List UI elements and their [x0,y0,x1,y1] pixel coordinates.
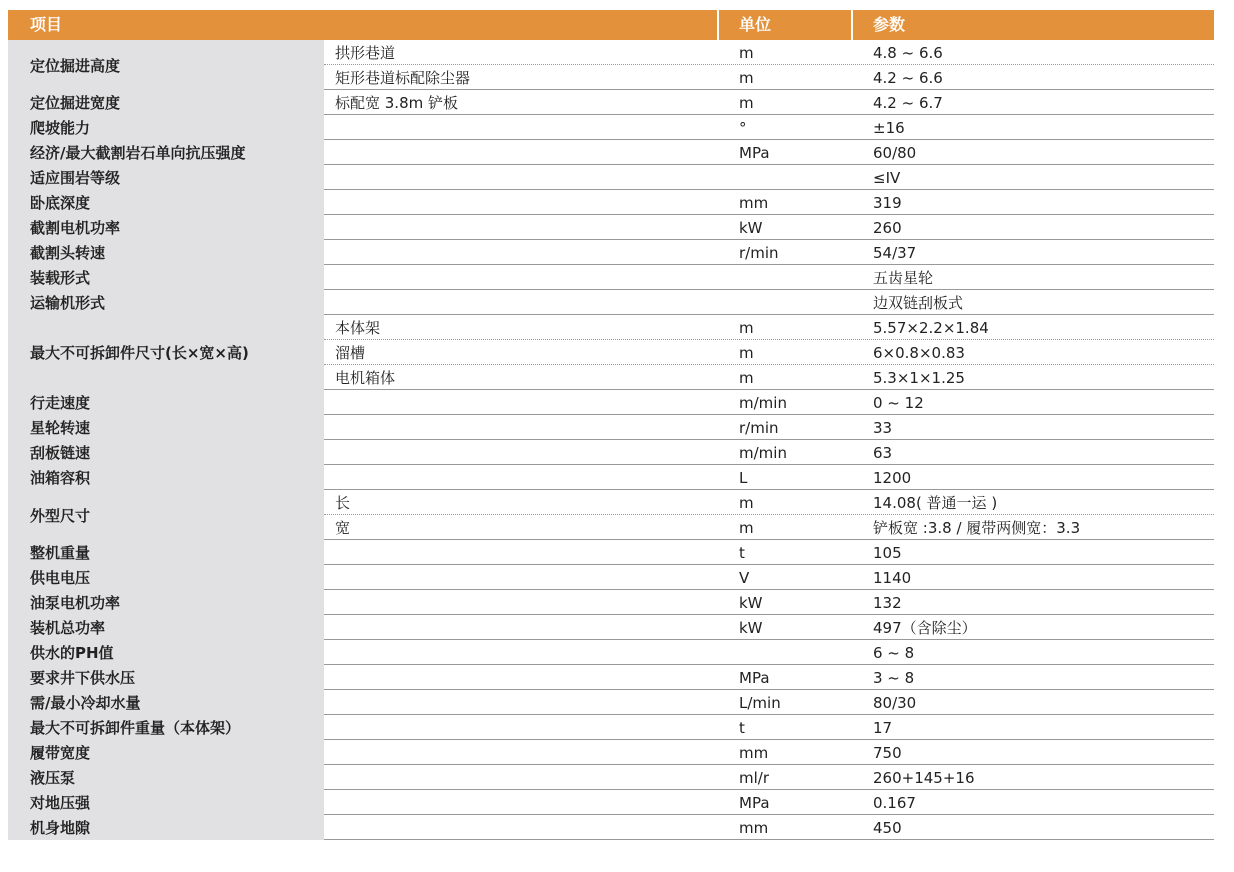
header-divider [851,10,853,40]
param-line [324,315,1214,340]
param-name: 运输机形式 [8,290,324,315]
param-line [324,115,1214,140]
param-name: 装机总功率 [8,615,324,640]
table-row [8,390,1214,415]
value-cell: 450 [873,819,902,837]
table-row [8,215,1214,240]
param-line [324,265,1214,290]
param-line [324,665,1214,690]
param-lines [324,90,1214,115]
unit-cell: MPa [739,794,770,812]
param-name: 要求井下供水压 [8,665,324,690]
header-unit: 单位 [739,15,772,34]
param-line [324,690,1214,715]
param-line [324,615,1214,640]
param-lines [324,215,1214,240]
param-name: 油泵电机功率 [8,590,324,615]
unit-cell: mm [739,744,769,762]
value-cell: 33 [873,419,893,437]
value-cell: 260 [873,219,902,237]
value-cell: 6 ~ 8 [873,644,915,662]
unit-cell: V [739,569,750,587]
param-name: 定位掘进宽度 [8,90,324,115]
param-lines [324,790,1214,815]
param-line [324,640,1214,665]
param-lines [324,240,1214,265]
value-cell: 260+145+16 [873,769,975,787]
table-body [8,40,1214,840]
table-row [8,265,1214,290]
unit-cell: m [739,369,754,387]
param-lines [324,665,1214,690]
param-line [324,240,1214,265]
unit-cell: L/min [739,694,781,712]
param-name: 液压泵 [8,765,324,790]
value-cell: 0.167 [873,794,916,812]
spec-table [8,10,1214,840]
param-line [324,165,1214,190]
param-line [324,190,1214,215]
param-name: 油箱容积 [8,465,324,490]
table-row [8,565,1214,590]
param-name: 供水的PH值 [8,640,324,665]
sub-item: 本体架 [335,319,381,337]
param-lines [324,565,1214,590]
unit-cell: m [739,69,754,87]
table-row [8,90,1214,115]
param-lines [324,415,1214,440]
param-name: 装载形式 [8,265,324,290]
param-lines [324,740,1214,765]
sub-item: 电机箱体 [335,369,396,387]
table-row [8,240,1214,265]
table-row [8,440,1214,465]
param-line [324,440,1214,465]
param-lines [324,40,1214,90]
value-cell: 497（含除尘） [873,619,977,637]
param-lines [324,640,1214,665]
param-lines [324,390,1214,415]
param-name: 截割头转速 [8,240,324,265]
table-row [8,690,1214,715]
table-row [8,40,1214,90]
param-lines [324,615,1214,640]
table-row [8,590,1214,615]
param-name: 对地压强 [8,790,324,815]
param-name: 最大不可拆卸件重量（本体架） [8,715,324,740]
param-line [324,590,1214,615]
param-lines [324,165,1214,190]
value-cell: 105 [873,544,902,562]
table-row [8,490,1214,540]
value-cell: 319 [873,194,902,212]
unit-cell: L [739,469,748,487]
param-line [324,390,1214,415]
param-lines [324,715,1214,740]
param-name: 机身地隙 [8,815,324,840]
unit-cell: mm [739,194,769,212]
param-name: 外型尺寸 [8,490,324,540]
sub-item: 拱形巷道 [335,44,396,62]
value-cell: 4.2 ~ 6.6 [873,69,943,87]
unit-cell: m/min [739,394,787,412]
unit-cell: m [739,519,754,537]
param-lines [324,265,1214,290]
value-cell: 铲板宽 :3.8 / 履带两侧宽：3.3 [873,519,1081,537]
table-row [8,540,1214,565]
sub-item: 溜槽 [335,344,366,362]
unit-cell: kW [739,619,763,637]
param-line [324,465,1214,490]
unit-cell: kW [739,594,763,612]
value-cell: 五齿星轮 [873,269,934,287]
table-row [8,190,1214,215]
sub-item: 长 [335,494,351,512]
value-cell: 6×0.8×0.83 [873,344,965,362]
unit-cell: ml/r [739,769,769,787]
unit-cell: m [739,94,754,112]
value-cell: 0 ~ 12 [873,394,924,412]
table-row [8,315,1214,390]
param-name: 履带宽度 [8,740,324,765]
param-line [324,90,1214,115]
value-cell: 17 [873,719,893,737]
unit-cell: r/min [739,419,779,437]
value-cell: 3 ~ 8 [873,669,915,687]
param-name: 适应围岩等级 [8,165,324,190]
param-name: 最大不可拆卸件尺寸(长×宽×高) [8,315,324,390]
param-name: 星轮转速 [8,415,324,440]
header-param: 参数 [873,15,906,34]
value-cell: 60/80 [873,144,917,162]
param-lines [324,140,1214,165]
param-lines [324,465,1214,490]
param-lines [324,440,1214,465]
param-line [324,815,1214,840]
sub-item: 矩形巷道标配除尘器 [335,69,471,87]
param-line [324,740,1214,765]
table-row [8,465,1214,490]
param-name: 经济/最大截割岩石单向抗压强度 [8,140,324,165]
param-line [324,215,1214,240]
value-cell: 63 [873,444,893,462]
header-divider [717,10,719,40]
value-cell: 14.08( 普通一运 ) [873,494,998,512]
value-cell: 54/37 [873,244,917,262]
table-row [8,415,1214,440]
param-line [324,140,1214,165]
value-cell: 132 [873,594,902,612]
unit-cell: m [739,494,754,512]
unit-cell: MPa [739,669,770,687]
param-lines [324,290,1214,315]
param-line [324,290,1214,315]
param-lines [324,315,1214,390]
value-cell: 4.8 ~ 6.6 [873,44,943,62]
param-name: 爬坡能力 [8,115,324,140]
value-cell: 750 [873,744,902,762]
table-row [8,165,1214,190]
sub-item: 宽 [335,519,351,537]
param-line [324,790,1214,815]
unit-cell: r/min [739,244,779,262]
value-cell: 5.57×2.2×1.84 [873,319,989,337]
param-name: 整机重量 [8,540,324,565]
param-line [324,490,1214,515]
header-item: 项目 [30,15,63,34]
param-line [324,565,1214,590]
param-line [324,715,1214,740]
unit-cell: mm [739,819,769,837]
unit-cell: kW [739,219,763,237]
table-row [8,715,1214,740]
param-name: 截割电机功率 [8,215,324,240]
unit-cell: MPa [739,144,770,162]
param-lines [324,765,1214,790]
param-lines [324,190,1214,215]
unit-cell: t [739,544,745,562]
param-line [324,415,1214,440]
param-name: 卧底深度 [8,190,324,215]
table-row [8,740,1214,765]
param-lines [324,590,1214,615]
param-name: 需/最小冷却水量 [8,690,324,715]
table-row [8,115,1214,140]
unit-cell: m [739,44,754,62]
param-lines [324,815,1214,840]
table-row [8,665,1214,690]
unit-cell: t [739,719,745,737]
unit-cell: ° [739,119,747,137]
value-cell: 边双链刮板式 [873,294,964,312]
param-name: 行走速度 [8,390,324,415]
sub-item: 标配宽 3.8m 铲板 [335,94,459,112]
table-header [8,10,1214,40]
value-cell: 5.3×1×1.25 [873,369,965,387]
table-row [8,815,1214,840]
param-name: 定位掘进高度 [8,40,324,90]
table-row [8,140,1214,165]
param-lines [324,115,1214,140]
value-cell: 4.2 ~ 6.7 [873,94,943,112]
table-row [8,615,1214,640]
table-row [8,290,1214,315]
param-lines [324,490,1214,540]
param-name: 供电电压 [8,565,324,590]
param-line [324,540,1214,565]
table-row [8,765,1214,790]
unit-cell: m [739,319,754,337]
param-name: 刮板链速 [8,440,324,465]
value-cell: 80/30 [873,694,917,712]
param-lines [324,690,1214,715]
param-line [324,765,1214,790]
unit-cell: m [739,344,754,362]
value-cell: ±16 [873,119,905,137]
param-lines [324,540,1214,565]
value-cell: ≤IV [873,169,901,187]
param-line [324,365,1214,390]
table-row [8,640,1214,665]
table-row [8,790,1214,815]
value-cell: 1200 [873,469,912,487]
param-line [324,340,1214,365]
value-cell: 1140 [873,569,912,587]
unit-cell: m/min [739,444,787,462]
param-line [324,65,1214,90]
param-line [324,40,1214,65]
param-line [324,515,1214,540]
